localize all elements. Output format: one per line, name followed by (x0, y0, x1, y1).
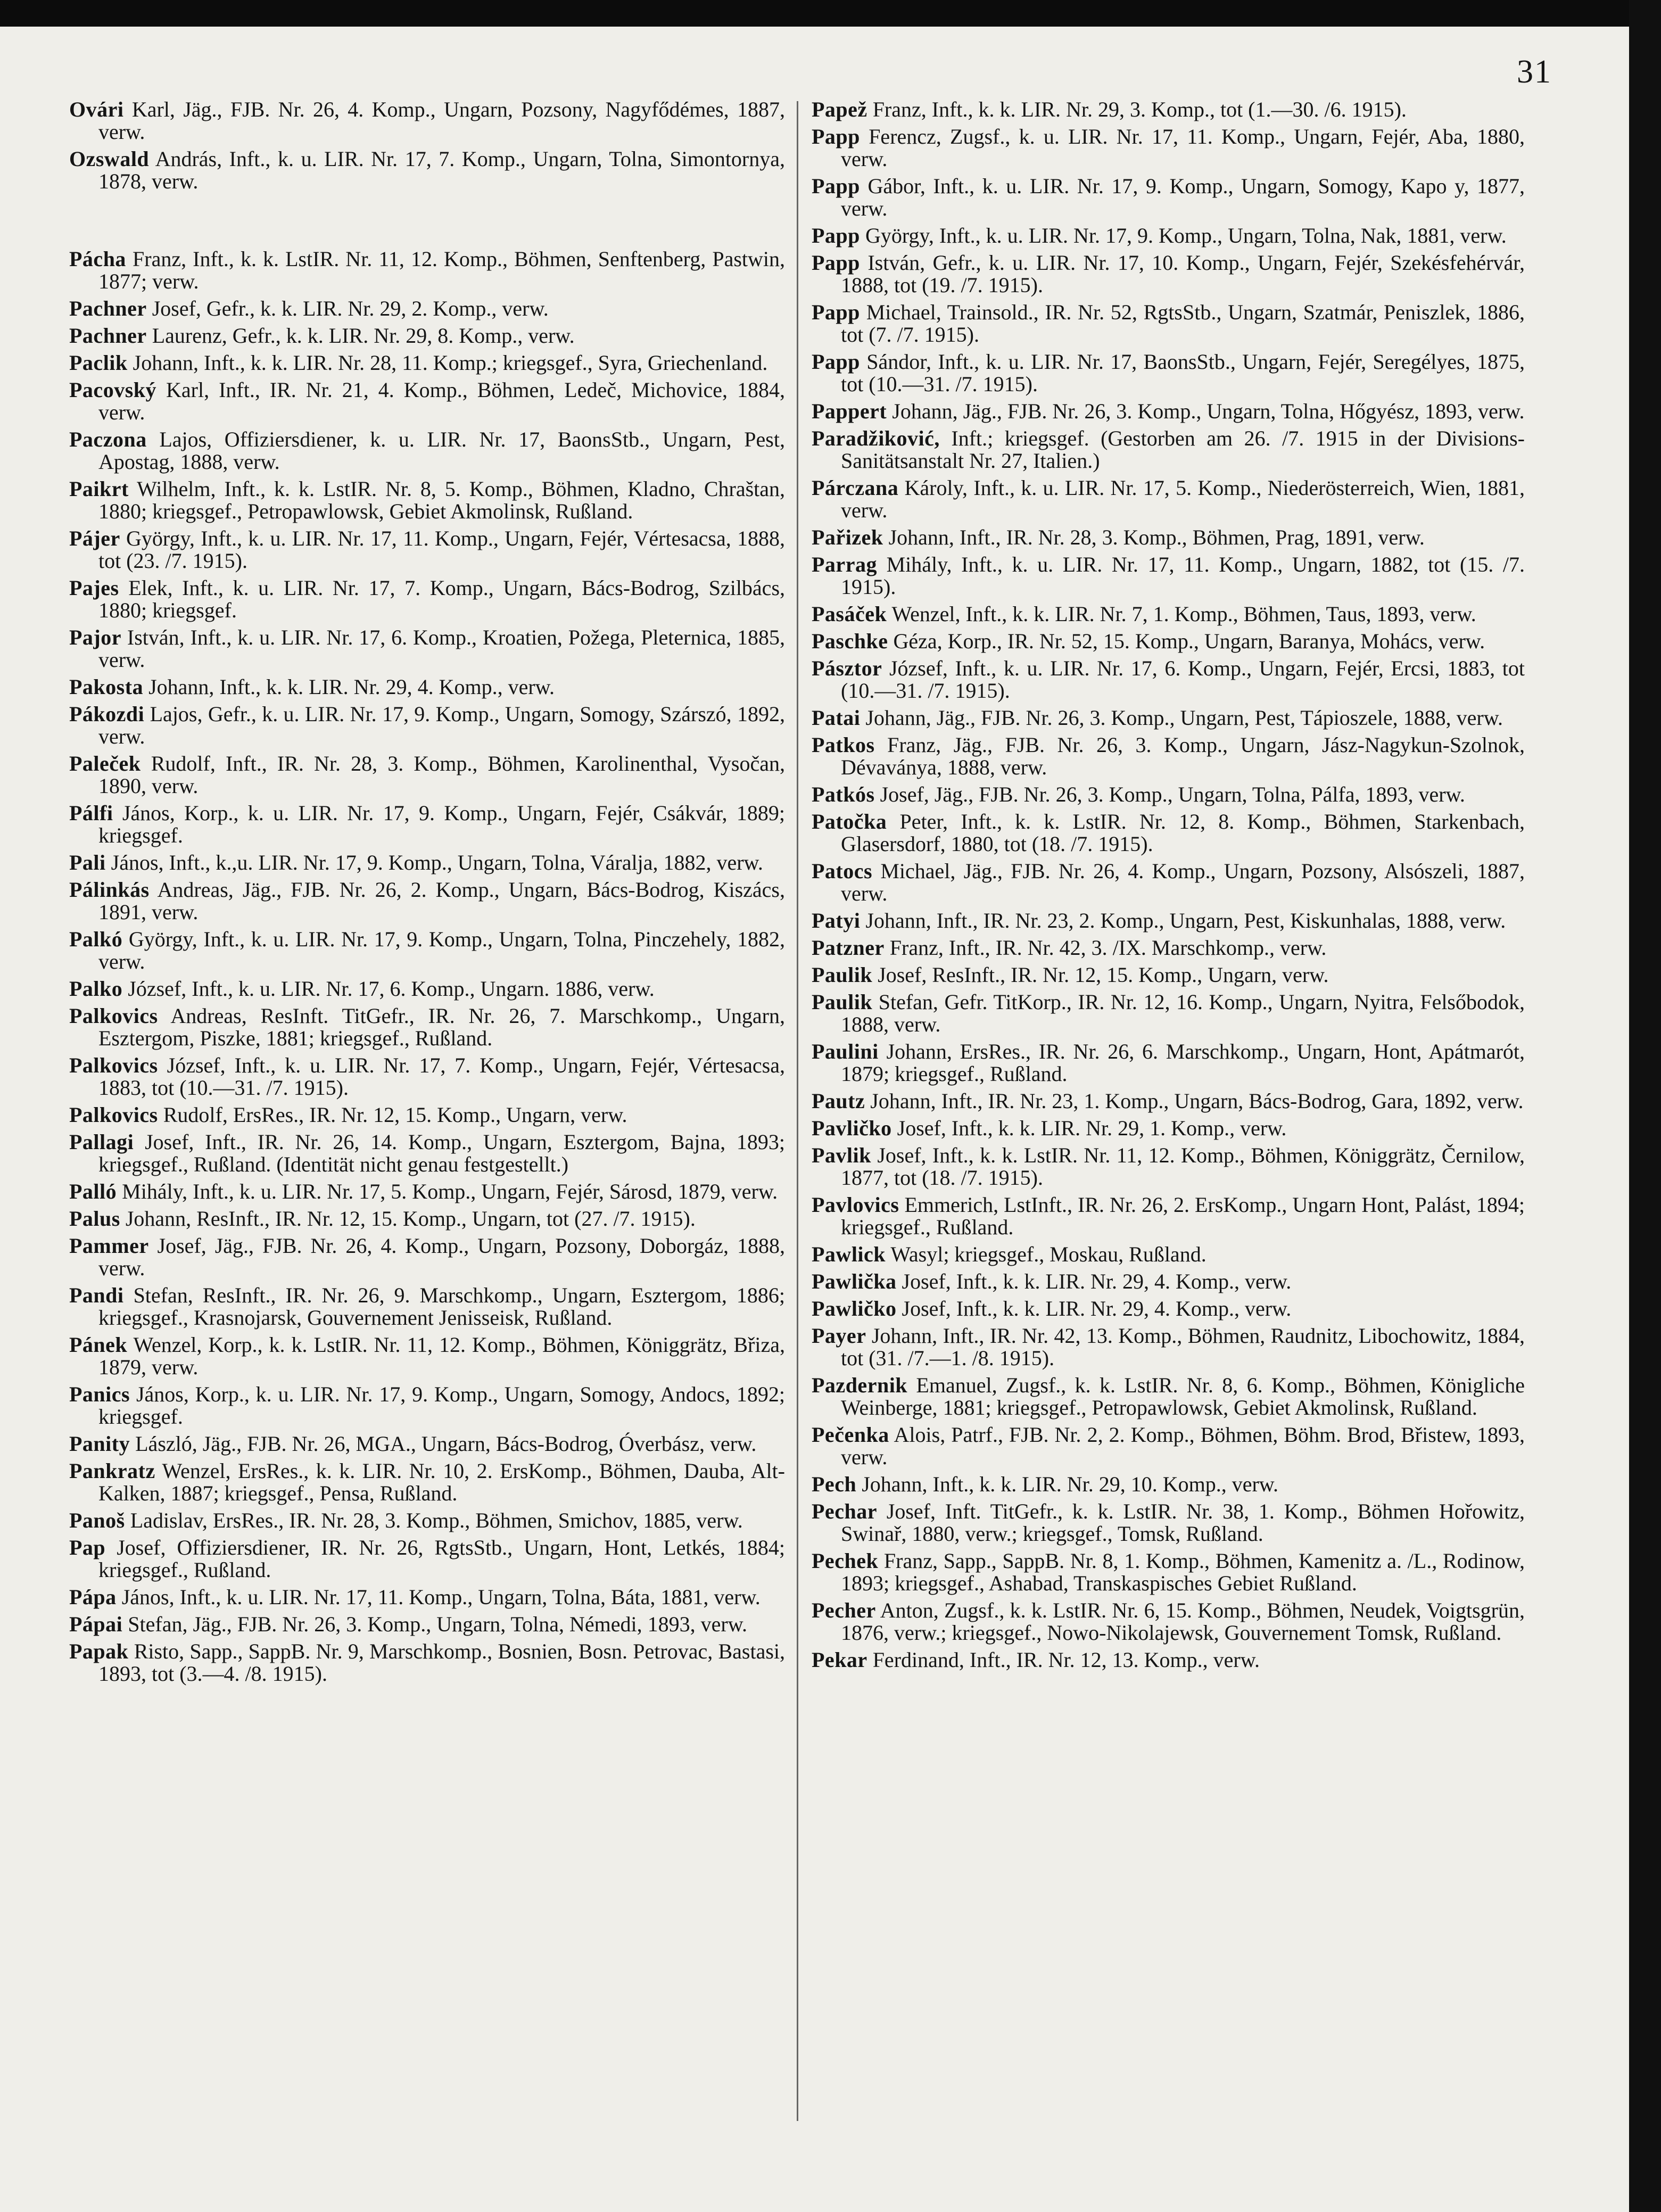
entry-surname: Pekar (812, 1648, 867, 1672)
entry-details: Josef, Inft., k. k. LstIR. Nr. 11, 12. Komp., Böhmen, Königgrätz, Černilow, 1877, tot (18. /7. 1915). (841, 1143, 1525, 1190)
page-number: 31 (1517, 54, 1552, 90)
entry-details: Risto, Sapp., SappB. Nr. 9, Marschkomp., Bosnien, Bosn. Petrovac, Bastasi, 1893, tot (3.—4. /8. 1915). (98, 1639, 785, 1686)
directory-entry (812, 225, 1525, 247)
entry-details: György, Inft., k. u. LIR. Nr. 17, 11. Komp., Ungarn, Fejér, Vértesacsa, 1888, tot (23. /7. 1915). (98, 526, 786, 573)
directory-entry (812, 1374, 1525, 1419)
directory-entry (812, 301, 1525, 346)
entry-surname: Pawličko (812, 1297, 897, 1320)
directory-entry (69, 98, 785, 143)
directory-entry (69, 428, 785, 473)
entry-details: Wenzel, ErsRes., k. k. LIR. Nr. 10, 2. ErsKomp., Böhmen, Dauba, Alt-Kalken, 1887; kriegsgef., Pensa, Rußland. (98, 1459, 785, 1505)
directory-entry (69, 325, 785, 347)
entry-details: Josef, Inft., k. k. LIR. Nr. 29, 4. Komp., verw. (902, 1269, 1292, 1293)
entry-surname: Paulini (812, 1039, 879, 1063)
directory-entry (69, 1235, 785, 1280)
entry-surname: Pachner (69, 296, 147, 320)
entry-details: Josef, ResInft., IR. Nr. 12, 15. Komp., Ungarn, verw. (878, 963, 1329, 987)
entry-details: Johann, Jäg., FJB. Nr. 26, 3. Komp., Ungarn, Pest, Tápioszele, 1888, verw. (865, 706, 1503, 730)
entry-details: Inft.; kriegsgef. (Gestorben am 26. /7. 1915 in der Divisions-Sanitätsanstalt Nr. 27, Italien.) (841, 426, 1525, 473)
entry-details: Géza, Korp., IR. Nr. 52, 15. Komp., Ungarn, Baranya, Mohács, verw. (893, 629, 1485, 653)
entry-details: Franz, Inft., k. k. LIR. Nr. 29, 3. Komp., tot (1.—30. /6. 1915). (872, 97, 1407, 121)
directory-entry (812, 734, 1525, 779)
entry-surname: Pakosta (69, 675, 144, 699)
entry-surname: Patočka (812, 810, 887, 833)
entry-surname: Pájer (69, 526, 120, 550)
entry-surname: Parrag (812, 552, 877, 576)
directory-entry (69, 1537, 785, 1581)
directory-entry (69, 753, 785, 797)
entry-surname: Patzner (812, 936, 885, 960)
directory-entry (812, 526, 1525, 549)
entry-surname: Paleček (69, 752, 141, 775)
entry-surname: Pajor (69, 625, 122, 649)
entry-details: Johann, Jäg., FJB. Nr. 26, 3. Komp., Ungarn, Tolna, Hőgyész, 1893, verw. (892, 399, 1525, 423)
directory-entry (69, 1613, 785, 1636)
entry-details: Andreas, Jäg., FJB. Nr. 26, 2. Komp., Ungarn, Bács-Bodrog, Kiszács, 1891, verw. (98, 878, 785, 924)
directory-entry (69, 352, 785, 374)
directory-entry (812, 937, 1525, 959)
entry-details: György, Inft., k. u. LIR. Nr. 17, 9. Komp., Ungarn, Tolna, Nak, 1881, verw. (865, 224, 1507, 247)
entry-surname: Pápa (69, 1585, 117, 1609)
entry-surname: Palkovics (69, 1103, 158, 1127)
entry-surname: Pachner (69, 324, 147, 348)
directory-entry (812, 477, 1525, 522)
entry-surname: Paclik (69, 351, 128, 375)
entry-details: László, Jäg., FJB. Nr. 26, MGA., Ungarn, Bács-Bodrog, Óverbász, verw. (135, 1432, 757, 1456)
entry-details: Franz, Sapp., SappB. Nr. 8, 1. Komp., Böhmen, Kamenitz a. /L., Rodinow, 1893; kriegsgef., Ashabad, Transkaspisches Gebiet Rußland. (841, 1549, 1525, 1595)
scan-border-right (1629, 0, 1661, 2212)
entry-surname: Pech (812, 1472, 857, 1496)
entry-surname: Paczona (69, 427, 147, 451)
entry-details: Lajos, Gefr., k. u. LIR. Nr. 17, 9. Komp., Ungarn, Somogy, Szárszó, 1892, verw. (98, 702, 785, 748)
directory-entry (69, 802, 785, 847)
directory-entry (812, 707, 1525, 729)
directory-entry (69, 1640, 785, 1685)
entry-details: András, Inft., k. u. LIR. Nr. 17, 7. Komp., Ungarn, Tolna, Simontornya, 1878, verw. (98, 147, 785, 193)
entry-details: Sándor, Inft., k. u. LIR. Nr. 17, BaonsStb., Ungarn, Fejér, Seregélyes, 1875, tot (10.—31. /7. 1915). (841, 350, 1525, 396)
directory-entry (812, 252, 1525, 296)
directory-entry (812, 1500, 1525, 1545)
directory-entry (812, 1243, 1525, 1266)
entry-surname: Palkovics (69, 1004, 158, 1028)
entry-surname: Patkós (812, 782, 875, 806)
entry-surname: Panics (69, 1382, 130, 1406)
directory-entry (812, 126, 1525, 170)
entry-surname: Pacovský (69, 378, 156, 402)
entry-surname: Pavlovics (812, 1193, 899, 1217)
entry-details: Wasyl; kriegsgef., Moskau, Rußland. (890, 1242, 1207, 1266)
directory-entry (69, 852, 785, 874)
section-gap (69, 197, 785, 248)
directory-entry (812, 964, 1525, 986)
entry-surname: Papp (812, 224, 860, 247)
entry-details: Ferdinand, Inft., IR. Nr. 12, 13. Komp., verw. (872, 1648, 1260, 1672)
entry-details: Franz, Inft., IR. Nr. 42, 3. /IX. Marschkomp., verw. (889, 936, 1327, 960)
entry-details: János, Inft., k. u. LIR. Nr. 17, 11. Komp., Ungarn, Tolna, Báta, 1881, verw. (121, 1585, 761, 1609)
directory-entry (812, 98, 1525, 121)
entry-surname: Pasáček (812, 602, 887, 626)
scan-border-top (0, 0, 1661, 27)
entry-surname: Palló (69, 1179, 117, 1203)
entry-surname: Paikrt (69, 477, 129, 501)
entry-surname: Patyi (812, 909, 861, 932)
entry-surname: Pavličko (812, 1116, 892, 1140)
directory-entry (812, 175, 1525, 220)
entry-details: János, Korp., k. u. LIR. Nr. 17, 9. Komp., Ungarn, Somogy, Andocs, 1892; kriegsgef. (98, 1382, 785, 1429)
directory-entry (69, 577, 785, 622)
entry-surname: Patai (812, 706, 861, 730)
entry-details: Johann, Inft., k. k. LIR. Nr. 29, 10. Komp., verw. (862, 1472, 1279, 1496)
entry-details: Elek, Inft., k. u. LIR. Nr. 17, 7. Komp., Ungarn, Bács-Bodrog, Szilbács, 1880; kriegsgef. (98, 576, 786, 622)
entry-details: Stefan, Jäg., FJB. Nr. 26, 3. Komp., Ungarn, Tolna, Némedi, 1893, verw. (128, 1612, 748, 1636)
entry-surname: Panoš (69, 1508, 125, 1532)
entry-details: Johann, ErsRes., IR. Nr. 26, 6. Marschkomp., Ungarn, Hont, Apátmarót, 1879; kriegsgef., Rußland. (841, 1039, 1525, 1086)
directory-entry (812, 1424, 1525, 1468)
directory-entry (812, 554, 1525, 598)
directory-entry (812, 657, 1525, 702)
directory-entry (69, 1054, 785, 1099)
directory-entry (69, 1586, 785, 1608)
entry-surname: Ozswald (69, 147, 150, 171)
entry-surname: Pandi (69, 1283, 124, 1307)
entry-surname: Pallagi (69, 1130, 134, 1154)
directory-entry (69, 879, 785, 923)
entry-surname: Papp (812, 350, 860, 374)
entry-details: Franz, Inft., k. k. LstIR. Nr. 11, 12. Komp., Böhmen, Senftenberg, Pastwin, 1877; verw. (98, 247, 785, 293)
entry-details: Anton, Zugsf., k. k. LstIR. Nr. 6, 15. Komp., Böhmen, Neudek, Voigtsgrün, 1876, verw.; kriegsgef., Nowo-Nikolajewsk, Gouvernement Tomsk, Rußland. (841, 1598, 1525, 1645)
directory-entry (812, 1599, 1525, 1644)
directory-entry (69, 379, 785, 424)
right-column (812, 98, 1525, 1676)
entry-details: Wenzel, Inft., k. k. LIR. Nr. 7, 1. Komp., Böhmen, Taus, 1893, verw. (891, 602, 1476, 626)
entry-surname: Palkó (69, 927, 123, 951)
entry-surname: Papak (69, 1639, 129, 1663)
directory-entry (69, 478, 785, 523)
entry-details: János, Korp., k. u. LIR. Nr. 17, 9. Komp., Ungarn, Fejér, Csákvár, 1889; kriegsgef. (98, 801, 785, 847)
directory-entry (812, 427, 1525, 472)
directory-entry (69, 1509, 785, 1532)
entry-details: Peter, Inft., k. k. LstIR. Nr. 12, 8. Komp., Böhmen, Starkenbach, Glasersdorf, 1880, tot (18. /7. 1915). (841, 810, 1525, 856)
directory-entry (69, 148, 785, 193)
entry-details: Rudolf, Inft., IR. Nr. 28, 3. Komp., Böhmen, Karolinenthal, Vysočan, 1890, verw. (98, 752, 786, 798)
entry-surname: Pásztor (812, 656, 882, 680)
entry-details: Ladislav, ErsRes., IR. Nr. 28, 3. Komp., Böhmen, Smichov, 1885, verw. (130, 1508, 743, 1532)
directory-entry (69, 928, 785, 973)
directory-entry (69, 1433, 785, 1455)
entry-surname: Pawlička (812, 1269, 897, 1293)
directory-entry (812, 1473, 1525, 1496)
directory-entry (812, 1298, 1525, 1320)
entry-surname: Paschke (812, 629, 888, 653)
entry-details: Johann, Inft., IR. Nr. 28, 3. Komp., Böhmen, Prag, 1891, verw. (888, 525, 1425, 549)
directory-entry (812, 1194, 1525, 1239)
entry-surname: Panity (69, 1432, 130, 1456)
entry-details: János, Inft., k.,u. LIR. Nr. 17, 9. Komp., Ungarn, Tolna, Váralja, 1882, verw. (111, 851, 763, 874)
entry-surname: Palko (69, 977, 123, 1001)
directory-entry (69, 626, 785, 671)
entry-details: Lajos, Offiziersdiener, k. u. LIR. Nr. 17, BaonsStb., Ungarn, Pest, Apostag, 1888, verw. (98, 427, 785, 474)
directory-entry (812, 783, 1525, 806)
entry-details: Josef, Gefr., k. k. LIR. Nr. 29, 2. Komp., verw. (152, 296, 549, 320)
directory-entry (812, 400, 1525, 423)
directory-entry (812, 1325, 1525, 1369)
directory-entry (812, 1649, 1525, 1671)
entry-details: Johann, Inft., IR. Nr. 23, 1. Komp., Ungarn, Bács-Bodrog, Gara, 1892, verw. (870, 1089, 1524, 1113)
entry-surname: Patkos (812, 733, 875, 757)
directory-entry (69, 1460, 785, 1505)
directory-entry (812, 1550, 1525, 1595)
entry-details: Michael, Jäg., FJB. Nr. 26, 4. Komp., Ungarn, Pozsony, Alsószeli, 1887, verw. (841, 859, 1525, 905)
directory-entry (69, 676, 785, 698)
entry-details: Josef, Inft., k. k. LIR. Nr. 29, 4. Komp., verw. (902, 1297, 1292, 1320)
entry-details: Stefan, ResInft., IR. Nr. 26, 9. Marschkomp., Ungarn, Esztergom, 1886; kriegsgef., Krasnojarsk, Gouvernement Jenisseisk, Rußland. (98, 1283, 786, 1330)
entry-details: József, Inft., k. u. LIR. Nr. 17, 7. Komp., Ungarn, Fejér, Vértesacsa, 1883, tot (10.—31. /7. 1915). (98, 1053, 785, 1100)
entry-surname: Pajes (69, 576, 119, 600)
entry-details: Wilhelm, Inft., k. k. LstIR. Nr. 8, 5. Komp., Böhmen, Kladno, Chraštan, 1880; kriegsgef., Petropawlowsk, Gebiet Akmolinsk, Rußland. (98, 477, 786, 523)
entry-details: Laurenz, Gefr., k. k. LIR. Nr. 29, 8. Komp., verw. (152, 324, 575, 348)
directory-entry (69, 1005, 785, 1050)
directory-entry (812, 351, 1525, 395)
entry-details: Johann, Inft., k. k. LIR. Nr. 29, 4. Komp., verw. (148, 675, 555, 699)
entry-details: Michael, Trainsold., IR. Nr. 52, RgtsStb., Ungarn, Szatmár, Peniszlek, 1886, tot (7. /7. 1915). (841, 300, 1525, 346)
entry-details: Josef, Jäg., FJB. Nr. 26, 3. Komp., Ungarn, Tolna, Pálfa, 1893, verw. (880, 782, 1465, 806)
entry-surname: Pechek (812, 1549, 879, 1573)
entry-details: Josef, Offiziersdiener, IR. Nr. 26, RgtsStb., Ungarn, Hont, Letkés, 1884; kriegsgef., Rußland. (98, 1536, 786, 1582)
entry-surname: Pácha (69, 247, 126, 271)
entry-surname: Pautz (812, 1089, 865, 1113)
entry-surname: Pápai (69, 1612, 123, 1636)
entry-details: Johann, Inft., IR. Nr. 23, 2. Komp., Ungarn, Pest, Kiskunhalas, 1888, verw. (865, 909, 1506, 932)
directory-entry (812, 630, 1525, 653)
directory-entry (69, 1131, 785, 1176)
entry-details: Rudolf, ErsRes., IR. Nr. 12, 15. Komp., Ungarn, verw. (163, 1103, 627, 1127)
entry-surname: Pankratz (69, 1459, 155, 1483)
directory-entry (69, 1181, 785, 1203)
entry-details: Johann, Inft., IR. Nr. 42, 13. Komp., Böhmen, Raudnitz, Libochowitz, 1884, tot (31. /7.—1. /8. 1915). (841, 1324, 1525, 1370)
directory-entry (812, 910, 1525, 932)
entry-surname: Paulik (812, 990, 873, 1014)
entry-details: Emmerich, LstInft., IR. Nr. 26, 2. ErsKomp., Ungarn Hont, Palást, 1894; kriegsgef., Rußland. (841, 1193, 1525, 1239)
entry-surname: Pazdernik (812, 1373, 908, 1397)
entry-details: Ferencz, Zugsf., k. u. LIR. Nr. 17, 11. Komp., Ungarn, Fejér, Aba, 1880, verw. (841, 125, 1525, 171)
entry-surname: Pecher (812, 1598, 876, 1622)
entry-details: Johann, Inft., k. k. LIR. Nr. 28, 11. Komp.; kriegsgef., Syra, Griechenland. (133, 351, 768, 375)
directory-entry (69, 248, 785, 293)
entry-surname: Paradžiković, (812, 426, 940, 450)
entry-surname: Payer (812, 1324, 866, 1348)
entry-details: Johann, ResInft., IR. Nr. 12, 15. Komp., Ungarn, tot (27. /7. 1915). (125, 1207, 696, 1231)
entry-surname: Pálfi (69, 801, 113, 825)
directory-entry (69, 1383, 785, 1428)
directory-entry (69, 1208, 785, 1230)
entry-surname: Pařizek (812, 525, 883, 549)
entry-details: Josef, Inft., k. k. LIR. Nr. 29, 1. Komp., verw. (897, 1116, 1287, 1140)
entry-details: Karl, Jäg., FJB. Nr. 26, 4. Komp., Ungarn, Pozsony, Nagyfődémes, 1887, verw. (98, 97, 786, 144)
directory-entry (812, 1144, 1525, 1189)
entry-surname: Patocs (812, 859, 873, 883)
directory-entry (812, 1117, 1525, 1140)
entry-surname: Ovári (69, 97, 124, 121)
entry-details: Wenzel, Korp., k. k. LstIR. Nr. 11, 12. Komp., Böhmen, Königgrätz, Břiza, 1879, verw. (98, 1333, 785, 1379)
entry-details: Károly, Inft., k. u. LIR. Nr. 17, 5. Komp., Niederösterreich, Wien, 1881, verw. (841, 476, 1525, 522)
entry-details: Karl, Inft., IR. Nr. 21, 4. Komp., Böhmen, Ledeč, Michovice, 1884, verw. (98, 378, 786, 424)
entry-details: István, Inft., k. u. LIR. Nr. 17, 6. Komp., Kroatien, Požega, Pleternica, 1885, verw. (98, 625, 786, 672)
directory-entry (69, 527, 785, 572)
directory-entry (812, 1090, 1525, 1112)
entry-surname: Palus (69, 1207, 120, 1231)
entry-details: Gábor, Inft., k. u. LIR. Nr. 17, 9. Komp., Ungarn, Somogy, Kapo y, 1877, verw. (841, 174, 1525, 220)
entry-details: Alois, Patrf., FJB. Nr. 2, 2. Komp., Böhmen, Böhm. Brod, Břistew, 1893, verw. (841, 1423, 1525, 1469)
entry-details: Stefan, Gefr. TitKorp., IR. Nr. 12, 16. Komp., Ungarn, Nyitra, Felsőbodok, 1888, verw. (841, 990, 1525, 1036)
entry-surname: Pammer (69, 1234, 149, 1258)
entry-surname: Pap (69, 1536, 106, 1559)
entry-details: Josef, Jäg., FJB. Nr. 26, 4. Komp., Ungarn, Pozsony, Doborgáz, 1888, verw. (98, 1234, 785, 1280)
entry-surname: Papp (812, 300, 860, 324)
directory-entry (812, 1270, 1525, 1293)
directory-entry (69, 703, 785, 748)
entry-details: Franz, Jäg., FJB. Nr. 26, 3. Komp., Ungarn, Jász-Nagykun-Szolnok, Dévaványa, 1888, verw. (841, 733, 1525, 779)
entry-surname: Pawlick (812, 1242, 886, 1266)
entry-surname: Pákozdi (69, 702, 145, 726)
directory-entry (812, 860, 1525, 905)
entry-surname: Papež (812, 97, 867, 121)
entry-details: Mihály, Inft., k. u. LIR. Nr. 17, 11. Komp., Ungarn, 1882, tot (15. /7. 1915). (841, 552, 1525, 599)
entry-surname: Pálinkás (69, 878, 150, 902)
directory-entry (812, 603, 1525, 625)
entry-surname: Pappert (812, 399, 887, 423)
entry-surname: Pečenka (812, 1423, 889, 1447)
entry-details: Andreas, ResInft. TitGefr., IR. Nr. 26, 7. Marschkomp., Ungarn, Esztergom, Piszke, 1881; kriegsgef., Rußland. (98, 1004, 785, 1050)
entry-details: Emanuel, Zugsf., k. k. LstIR. Nr. 8, 6. Komp., Böhmen, Königliche Weinberge, 1881; kriegsgef., Petropawlowsk, Gebiet Akmolinsk, Rußland. (841, 1373, 1525, 1419)
entry-details: József, Inft., k. u. LIR. Nr. 17, 6. Komp., Ungarn, Fejér, Ercsi, 1883, tot (10.—31. /7. 1915). (841, 656, 1525, 703)
directory-entry (812, 1041, 1525, 1085)
entry-surname: Pavlik (812, 1143, 871, 1167)
directory-entry (69, 298, 785, 320)
entry-surname: Párczana (812, 476, 899, 500)
entry-details: Mihály, Inft., k. u. LIR. Nr. 17, 5. Komp., Ungarn, Fejér, Sárosd, 1879, verw. (122, 1179, 778, 1203)
entry-details: István, Gefr., k. u. LIR. Nr. 17, 10. Komp., Ungarn, Fejér, Szekésfehérvár, 1888, tot (19. /7. 1915). (841, 251, 1525, 297)
directory-entry (69, 978, 785, 1000)
entry-surname: Palkovics (69, 1053, 158, 1077)
entry-surname: Paulik (812, 963, 873, 987)
directory-entry (812, 811, 1525, 855)
directory-entry (69, 1104, 785, 1126)
entry-surname: Papp (812, 251, 860, 275)
entry-details: Josef, Inft. TitGefr., k. k. LstIR. Nr. 38, 1. Komp., Böhmen Hořowitz, Swinař, 1880, verw.; kriegsgef., Tomsk, Rußland. (841, 1499, 1525, 1546)
directory-entry (812, 991, 1525, 1036)
entry-surname: Papp (812, 125, 860, 148)
entry-surname: Pechar (812, 1499, 877, 1523)
entry-details: József, Inft., k. u. LIR. Nr. 17, 6. Komp., Ungarn. 1886, verw. (128, 977, 655, 1001)
directory-entry (69, 1284, 785, 1329)
entry-surname: Pánek (69, 1333, 128, 1357)
entry-surname: Papp (812, 174, 860, 198)
entry-details: Josef, Inft., IR. Nr. 26, 14. Komp., Ungarn, Esztergom, Bajna, 1893; kriegsgef., Rußland. (Identität nicht genau festgestellt.) (98, 1130, 786, 1176)
directory-entry (69, 1334, 785, 1379)
left-column (69, 98, 785, 1690)
entry-details: György, Inft., k. u. LIR. Nr. 17, 9. Komp., Ungarn, Tolna, Pinczehely, 1882, verw. (98, 927, 786, 973)
entry-surname: Pali (69, 851, 106, 874)
column-divider (797, 101, 798, 2121)
